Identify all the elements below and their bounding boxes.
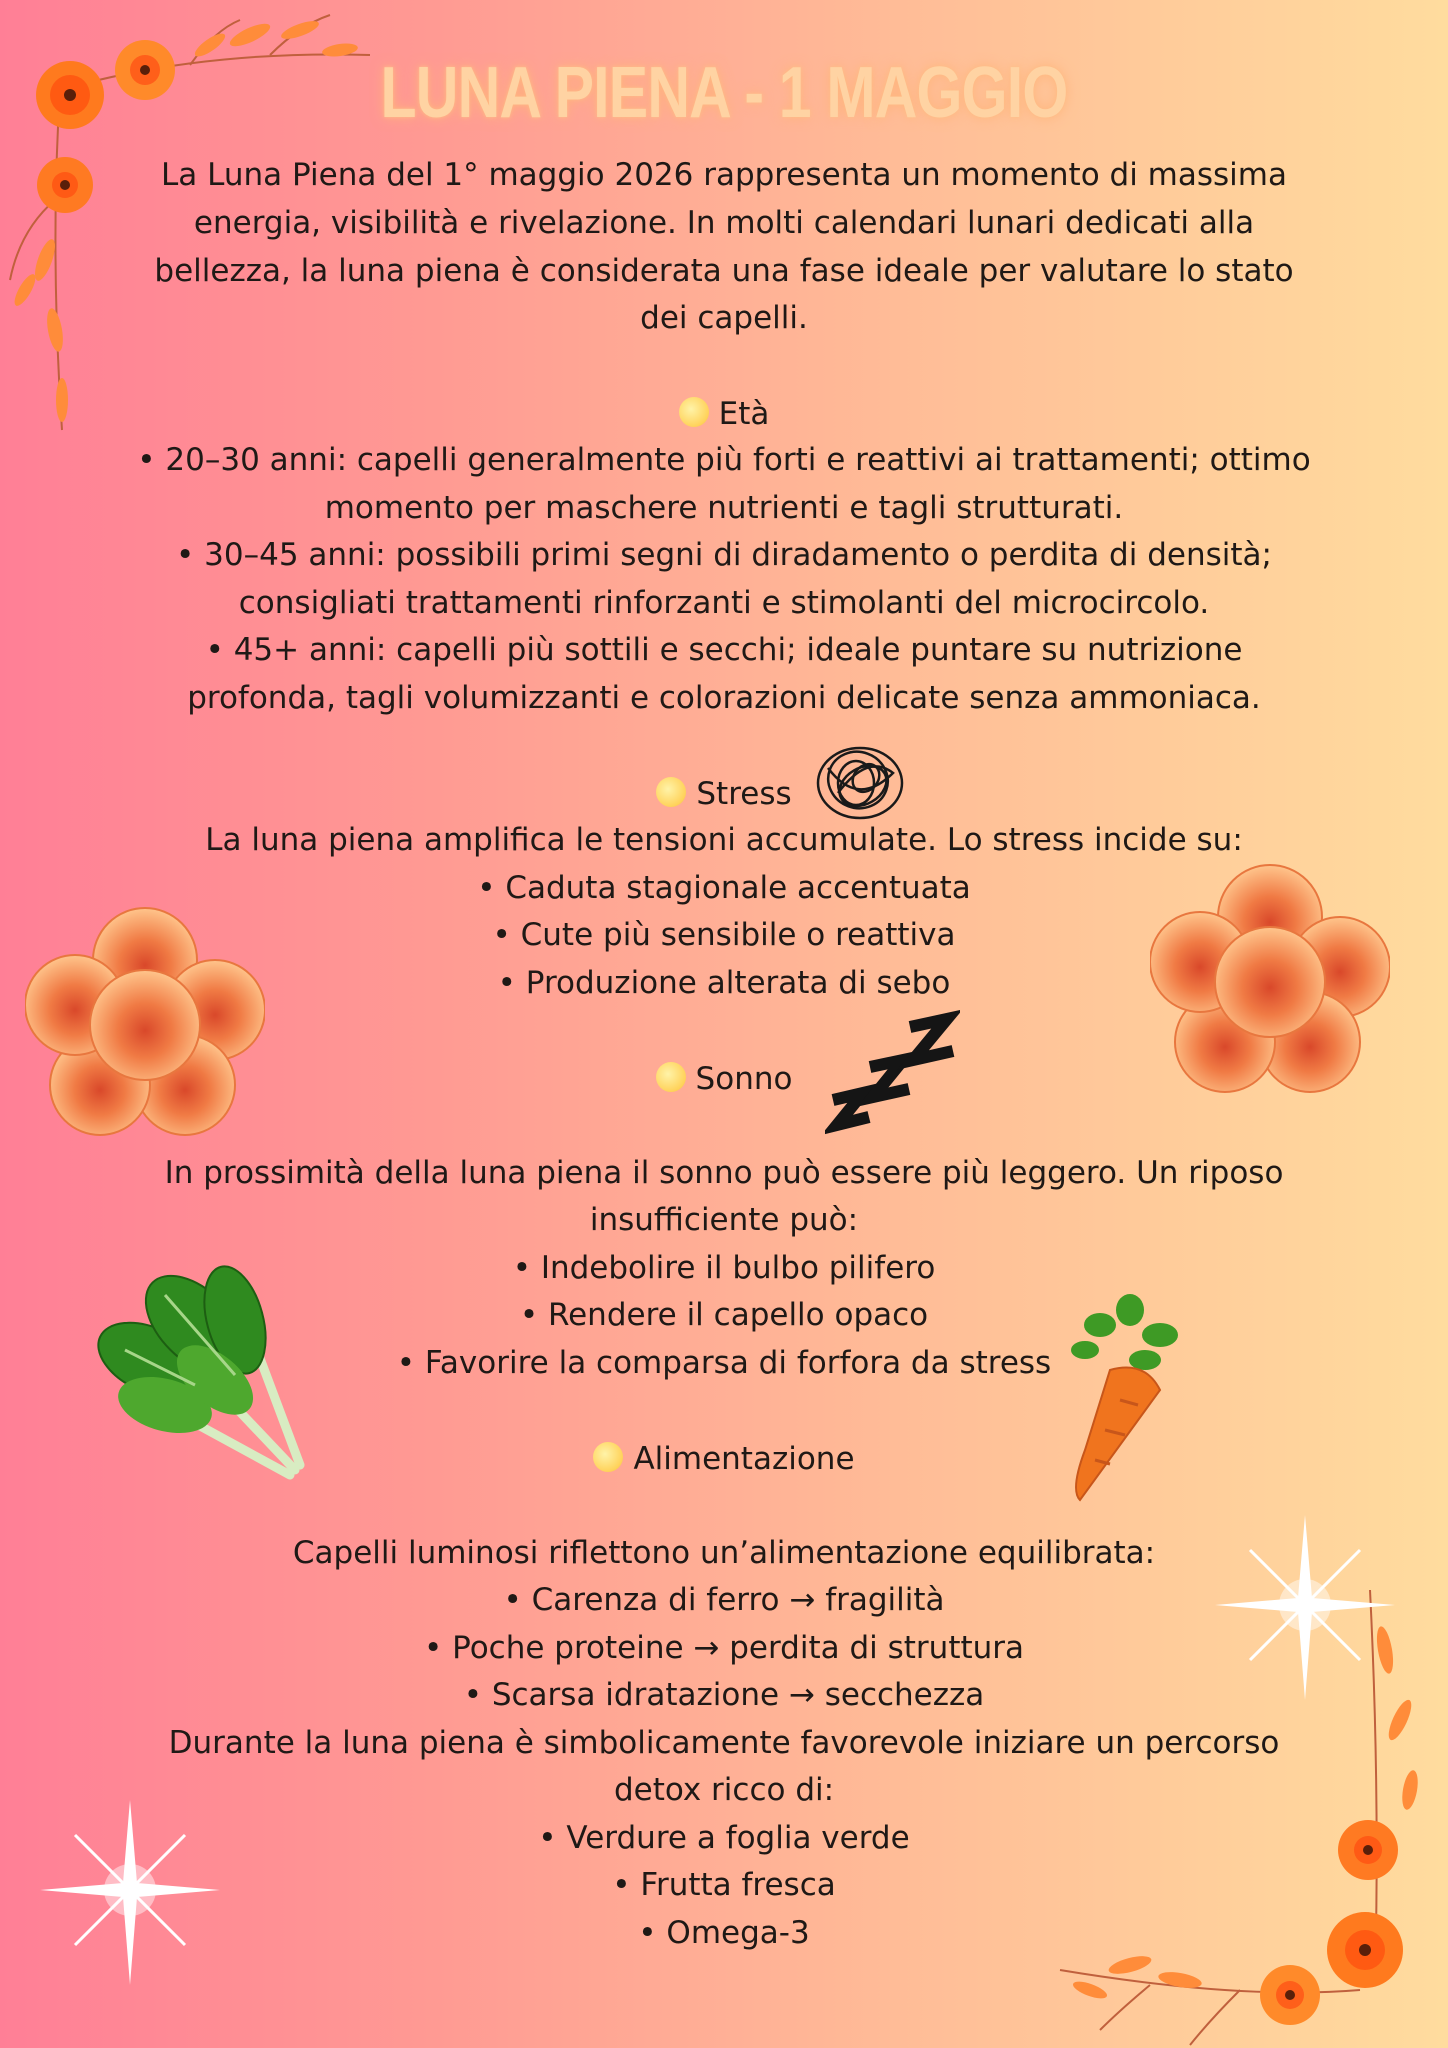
section-heading-stress [0,770,1448,818]
section-line: Durante la luna piena è simbolicamente favorevole iniziare un percorso [168,1725,1280,1761]
section-line: • Produzione alterata di sebo [497,965,951,1001]
section-line: consigliati trattamenti rinforzanti e stimolanti del microcircolo. [238,585,1210,621]
section-line: Capelli luminosi riflettono un’alimentazione equilibrata: [292,1535,1156,1571]
intro-line: bellezza, la luna piena è considerata una fase ideale per valutare lo stato [154,253,1294,289]
intro-line: dei capelli. [640,300,808,336]
section-line: In prossimità della luna piena il sonno può essere più leggero. Un riposo [164,1155,1284,1191]
section-heading-alimentazione [0,1435,1448,1483]
full-moon-icon [679,397,709,427]
section-line: • Favorire la comparsa di forfora da stress [396,1345,1052,1381]
section-line: profonda, tagli volumizzanti e colorazioni delicate senza ammoniaca. [187,680,1261,716]
section-heading-text: Età [718,396,770,432]
section-line: • Frutta fresca [612,1867,836,1903]
section-line: insufficiente può: [589,1202,859,1238]
section-heading-text: Stress [696,776,792,812]
section-line: • Verdure a foglia verde [538,1820,910,1856]
section-line: momento per maschere nutrienti e tagli strutturati. [324,490,1124,526]
section-line: • 20–30 anni: capelli generalmente più forti e reattivi ai trattamenti; ottimo [137,442,1311,478]
page-title: LUNA PIENA - 1 MAGGIO [380,53,1068,133]
section-heading-sonno [0,1055,1448,1103]
section-heading-text: Alimentazione [633,1441,855,1477]
section-line: La luna piena amplifica le tensioni accumulate. Lo stress incide su: [205,822,1243,858]
section-heading-text: Sonno [695,1061,793,1097]
full-moon-icon [593,1442,623,1472]
full-moon-icon [656,1062,686,1092]
full-moon-icon [656,777,686,807]
section-line: • Omega-3 [638,1915,810,1951]
section-line: • Carenza di ferro → fragilità [503,1582,945,1618]
section-line: • Rendere il capello opaco [519,1297,929,1333]
section-line: • Cute più sensibile o reattiva [492,917,956,953]
section-line: • 45+ anni: capelli più sottili e secchi; ideale puntare su nutrizione [205,632,1243,668]
section-line: • 30–45 anni: possibili primi segni di diradamento o perdita di densità; [176,537,1272,573]
section-line: • Caduta stagionale accentuata [477,870,971,906]
section-line: • Scarsa idratazione → secchezza [463,1677,985,1713]
section-line: • Poche proteine → perdita di struttura [423,1630,1025,1666]
intro-line: energia, visibilità e rivelazione. In molti calendari lunari dedicati alla [193,205,1255,241]
intro-line: La Luna Piena del 1° maggio 2026 rappresenta un momento di massima [161,157,1287,193]
section-heading-eta [0,390,1448,438]
section-line: detox ricco di: [613,1772,835,1808]
section-line: • Indebolire il bulbo pilifero [512,1250,936,1286]
